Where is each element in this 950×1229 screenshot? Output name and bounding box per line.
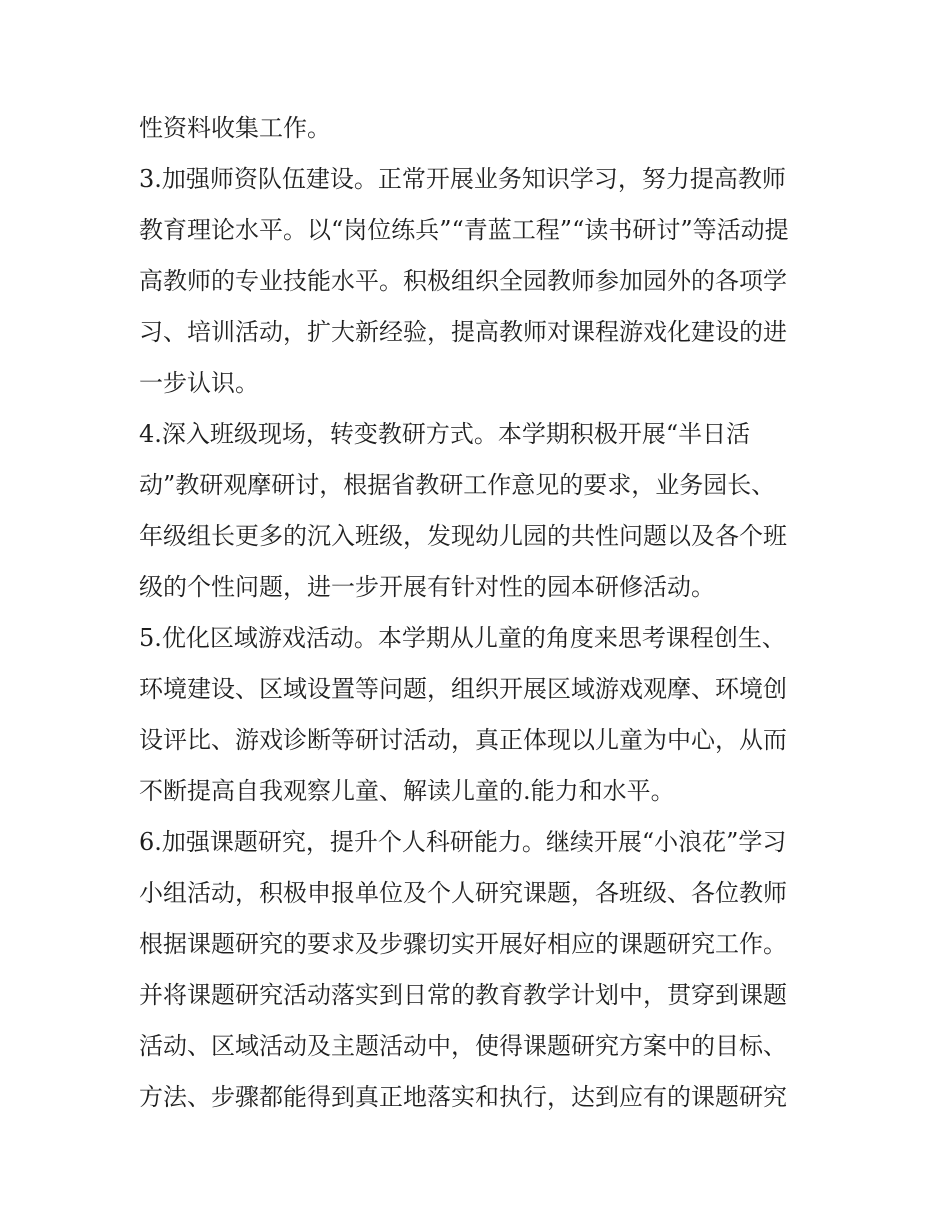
text-line: 级的个性问题，进一步开展有针对性的园本研修活动。 (139, 573, 715, 601)
text-line: 活动、区域活动及主题活动中，使得课题研究方案中的目标、 (139, 1032, 787, 1060)
text-line: 不断提高自我观察儿童、解读儿童的.能力和水平。 (139, 777, 675, 805)
text-line: 一步认识。 (139, 369, 259, 397)
text-line: 教育理论水平。以“岗位练兵”“青蓝工程”“读书研讨”等活动提 (139, 216, 789, 244)
text-line: 方法、步骤都能得到真正地落实和执行，达到应有的课题研究 (139, 1083, 787, 1111)
text-line: 4.深入班级现场，转变教研方式。本学期积极开展“半日活 (139, 420, 751, 448)
text-line: 年级组长更多的沉入班级，发现幼儿园的共性问题以及各个班 (139, 522, 787, 550)
text-line: 小组活动，积极申报单位及个人研究课题，各班级、各位教师 (139, 879, 787, 907)
text-line: 5.优化区域游戏活动。本学期从儿童的角度来思考课程创生、 (139, 624, 786, 652)
text-line: 环境建设、区域设置等问题，组织开展区域游戏观摩、环境创 (139, 675, 787, 703)
text-line: 设评比、游戏诊断等研讨活动，真正体现以儿童为中心，从而 (139, 726, 787, 754)
text-line: 动”教研观摩研讨，根据省教研工作意见的要求，业务园长、 (139, 471, 776, 499)
text-line: 3.加强师资队伍建设。正常开展业务知识学习，努力提高教师 (139, 165, 786, 193)
text-line: 高教师的专业技能水平。积极组织全园教师参加园外的各项学 (139, 267, 787, 295)
text-line: 性资料收集工作。 (139, 114, 331, 142)
text-line: 根据课题研究的要求及步骤切实开展好相应的课题研究工作。 (139, 930, 787, 958)
text-line: 并将课题研究活动落实到日常的教育教学计划中，贯穿到课题 (139, 981, 787, 1009)
text-line: 6.加强课题研究，提升个人科研能力。继续开展“小浪花”学习 (139, 828, 787, 856)
text-line: 习、培训活动，扩大新经验，提高教师对课程游戏化建设的进 (139, 318, 787, 346)
